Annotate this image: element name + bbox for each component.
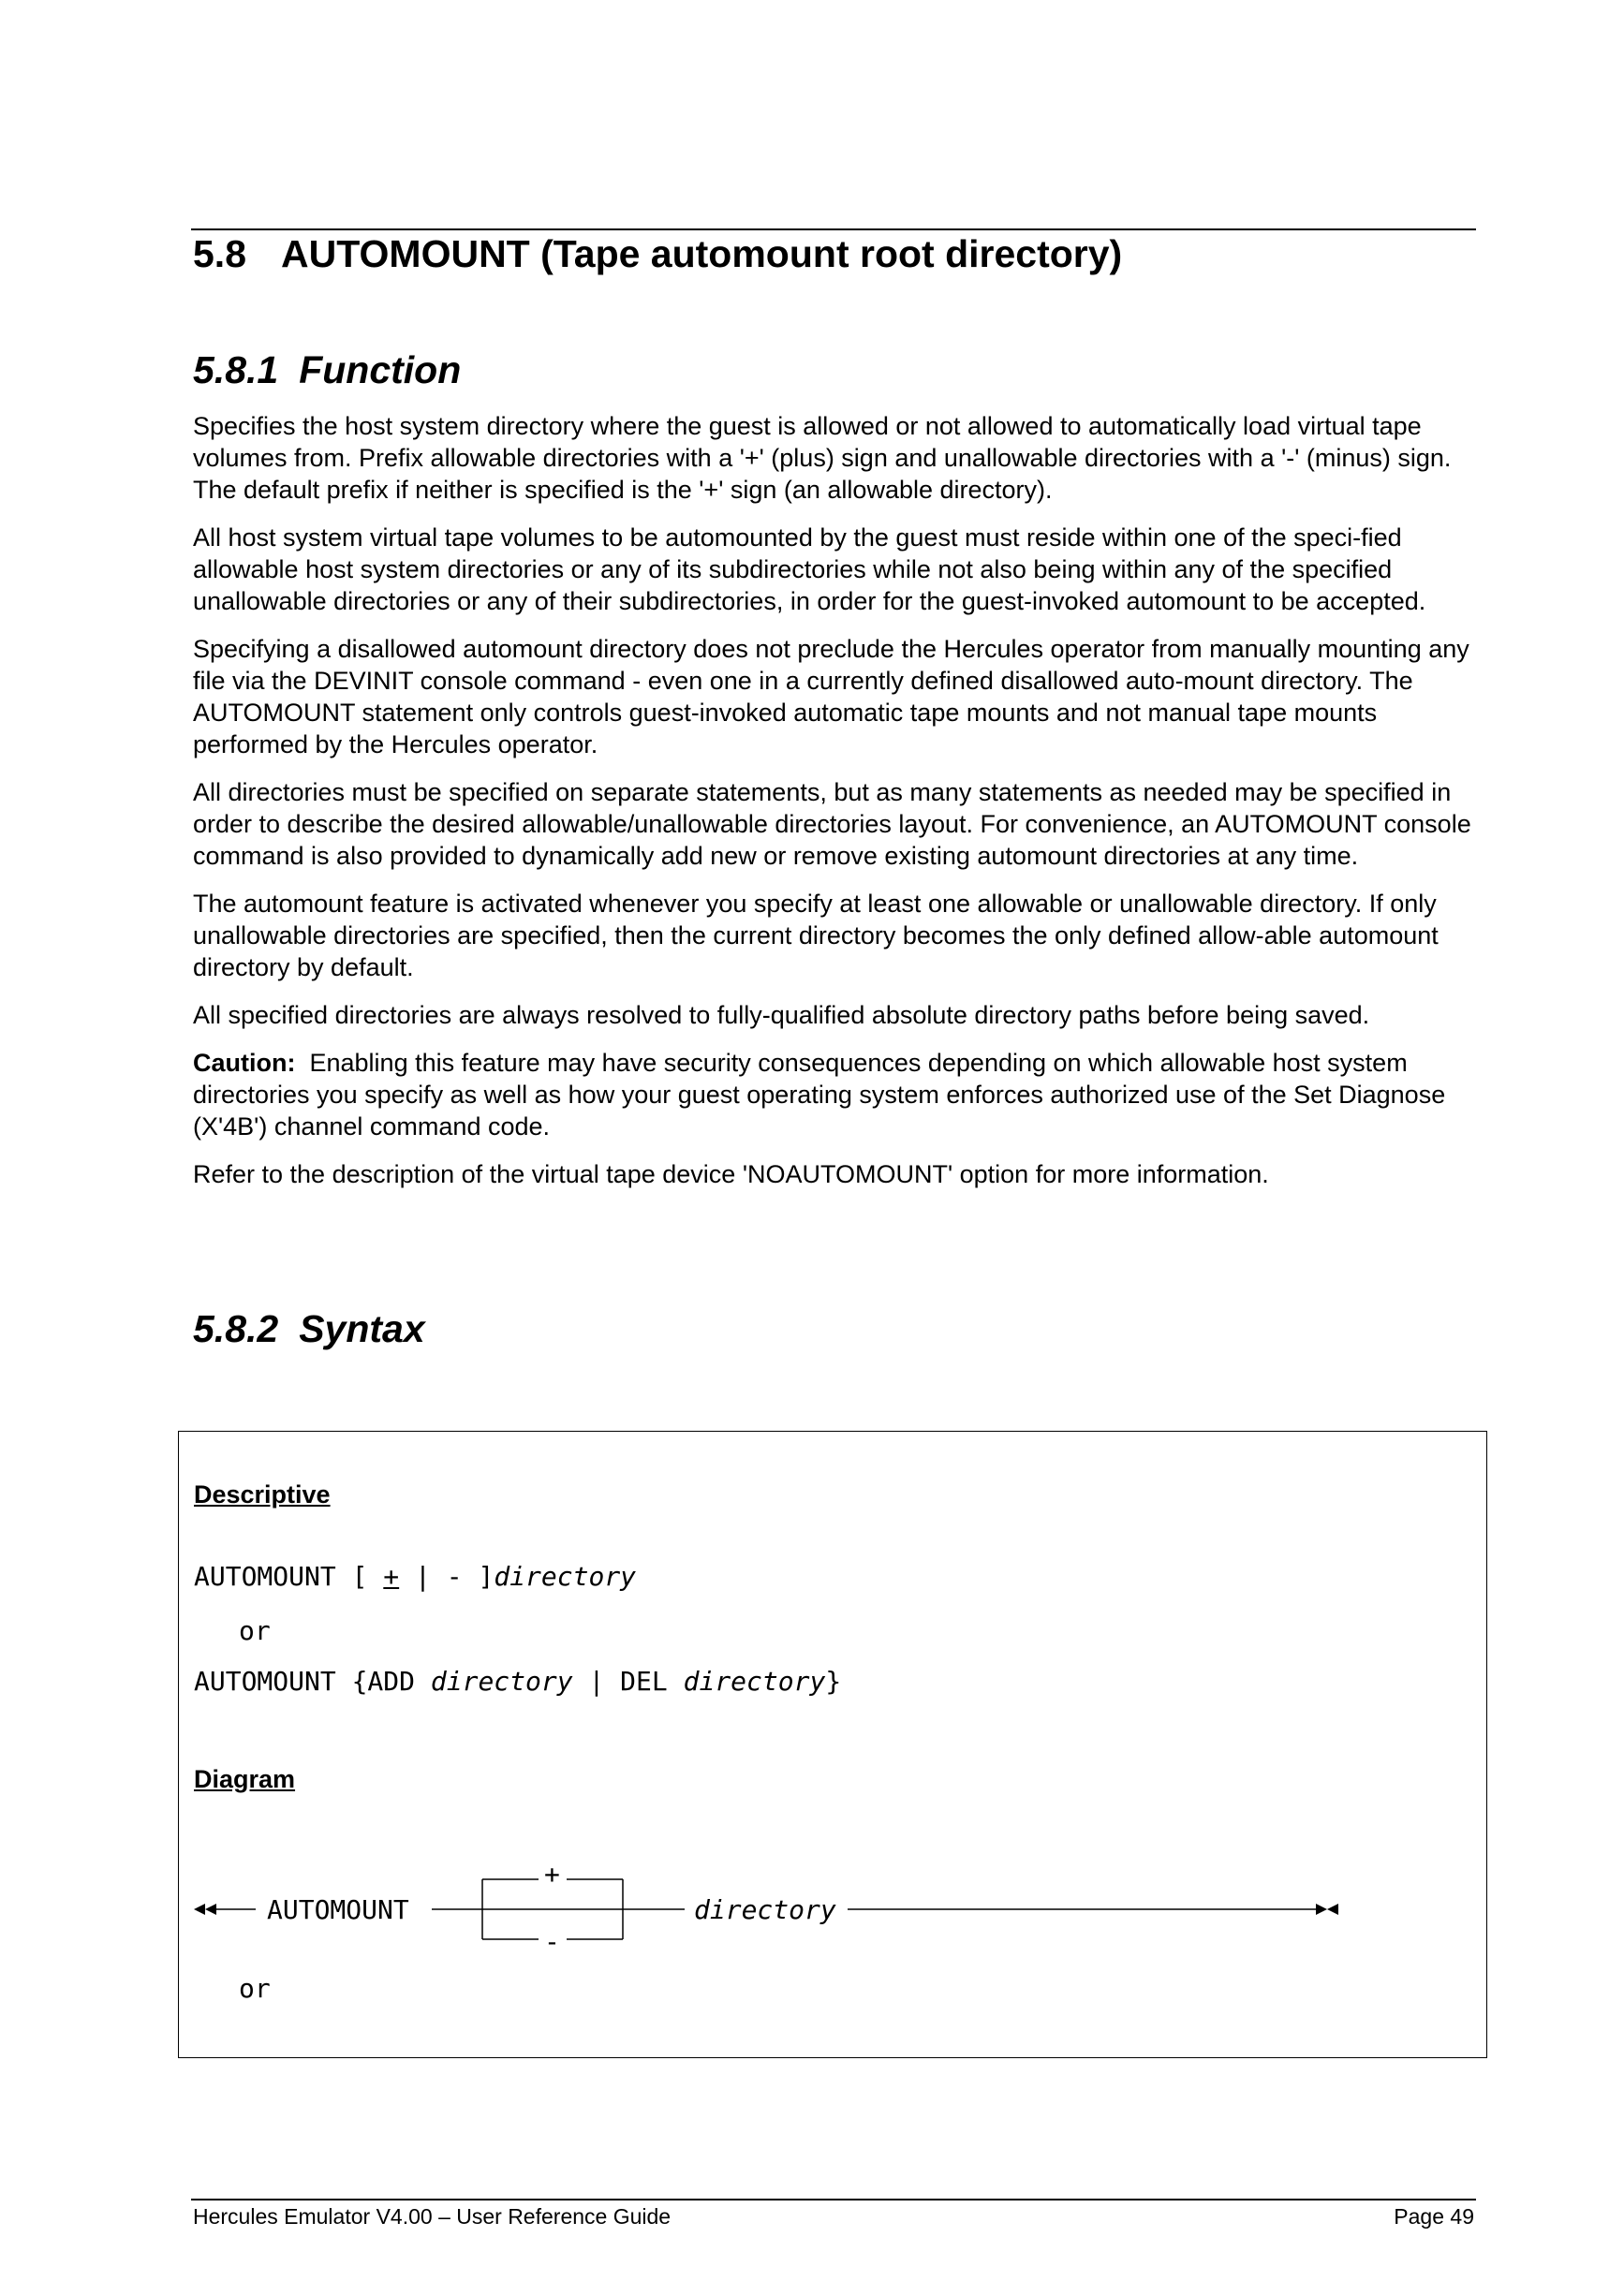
diagram-plus-option: + — [544, 1859, 560, 1890]
function-title: Function — [299, 348, 462, 391]
end-arrow-icon — [1316, 1904, 1327, 1915]
syntax-heading — [193, 1307, 425, 1351]
syntax-number: 5.8.2 — [193, 1307, 279, 1350]
function-body — [193, 410, 1478, 1206]
diagram-minus-option: - — [544, 1926, 560, 1957]
start-arrow-icon — [205, 1904, 216, 1915]
syntax-line-1 — [194, 1561, 636, 1592]
railroad-diagram — [192, 1853, 1484, 1965]
diagram-keyword: AUTOMOUNT — [267, 1894, 409, 1925]
syntax-line-2-end: } — [825, 1666, 842, 1697]
end-arrow-icon — [1327, 1904, 1338, 1915]
caution-label: Caution: — [193, 1049, 296, 1077]
syntax-box — [178, 1431, 1487, 2058]
section-number: 5.8 — [193, 232, 246, 275]
syntax-line-2-arg2: directory — [683, 1666, 826, 1697]
start-arrow-icon — [194, 1904, 205, 1915]
caution-text: Enabling this feature may have security consequences depending on which allowable host system directories you specify as well as how your guest operating system enforces authorized use of the Set Diagnose (X'4B') channel command code. — [193, 1049, 1446, 1141]
syntax-title: Syntax — [299, 1307, 425, 1350]
section-title: AUTOMOUNT (Tape automount root directory) — [281, 232, 1123, 275]
diagram-label: Diagram — [194, 1765, 296, 1793]
function-paragraph: Specifying a disallowed automount directory does not preclude the Hercules operator from manually mounting any file via the DEVINIT console command - even one in a currently defined disallowed auto-mount directory. The AUTOMOUNT statement only controls guest-invoked automatic tape mounts and not manual tape mounts performed by the Hercules operator. — [193, 635, 1469, 758]
page-number: Page 49 — [1394, 2204, 1474, 2229]
function-paragraph: All specified directories are always resolved to fully-qualified absolute directory paths before being saved. — [193, 1001, 1370, 1029]
section-heading — [193, 232, 1122, 276]
syntax-line-2 — [194, 1666, 841, 1697]
or-separator-2: or — [239, 1973, 271, 2004]
syntax-line-1-arg: directory — [494, 1561, 637, 1592]
function-paragraph: The automount feature is activated whenever you specify at least one allowable or unallowable directory. If only unallowable directories are specified, then the current directory becomes the only defined allow-able automount directory by default. — [193, 890, 1439, 981]
or-separator-1: or — [239, 1615, 271, 1646]
refer-paragraph: Refer to the description of the virtual tape device 'NOAUTOMOUNT' option for more information. — [193, 1160, 1269, 1188]
descriptive-label: Descriptive — [194, 1480, 331, 1509]
footer-rule — [191, 2199, 1476, 2200]
syntax-line-2-cmd: AUTOMOUNT {ADD — [194, 1666, 431, 1697]
syntax-line-1-mid: | - ] — [399, 1561, 495, 1592]
caution-paragraph — [193, 1047, 1478, 1142]
section-top-rule — [191, 228, 1476, 230]
default-plus-sign: + — [383, 1561, 400, 1592]
function-paragraph: Specifies the host system directory where the guest is allowed or not allowed to automatically load virtual tape volumes from. Prefix allowable directories with a '+' (plus) sign and unallowable directories with a '-' (minus) sign. The default prefix if neither is specified is the '+' sign (an allowable directory). — [193, 412, 1452, 504]
function-paragraph: All host system virtual tape volumes to be automounted by the guest must reside within one of the speci-fied allowable host system directories or any of its subdirectories while not also being within any of the specified unallowable directories or any of their subdirectories, in order for the guest-invoked automount to be accepted. — [193, 523, 1426, 615]
syntax-line-2-mid: | DEL — [572, 1666, 684, 1697]
function-paragraph: All directories must be specified on separate statements, but as many statements as needed may be specified in order to describe the desired allowable/unallowable directories layout. For convenience, an AUTOMOUNT console command is also provided to dynamically add new or remove existing automount directories at any time. — [193, 778, 1471, 870]
syntax-line-1-cmd: AUTOMOUNT [ — [194, 1561, 384, 1592]
diagram-argument: directory — [694, 1894, 836, 1925]
function-number: 5.8.1 — [193, 348, 279, 391]
function-heading — [193, 348, 461, 392]
syntax-line-2-arg1: directory — [430, 1666, 573, 1697]
footer-title: Hercules Emulator V4.00 – User Reference Guide — [193, 2204, 672, 2229]
